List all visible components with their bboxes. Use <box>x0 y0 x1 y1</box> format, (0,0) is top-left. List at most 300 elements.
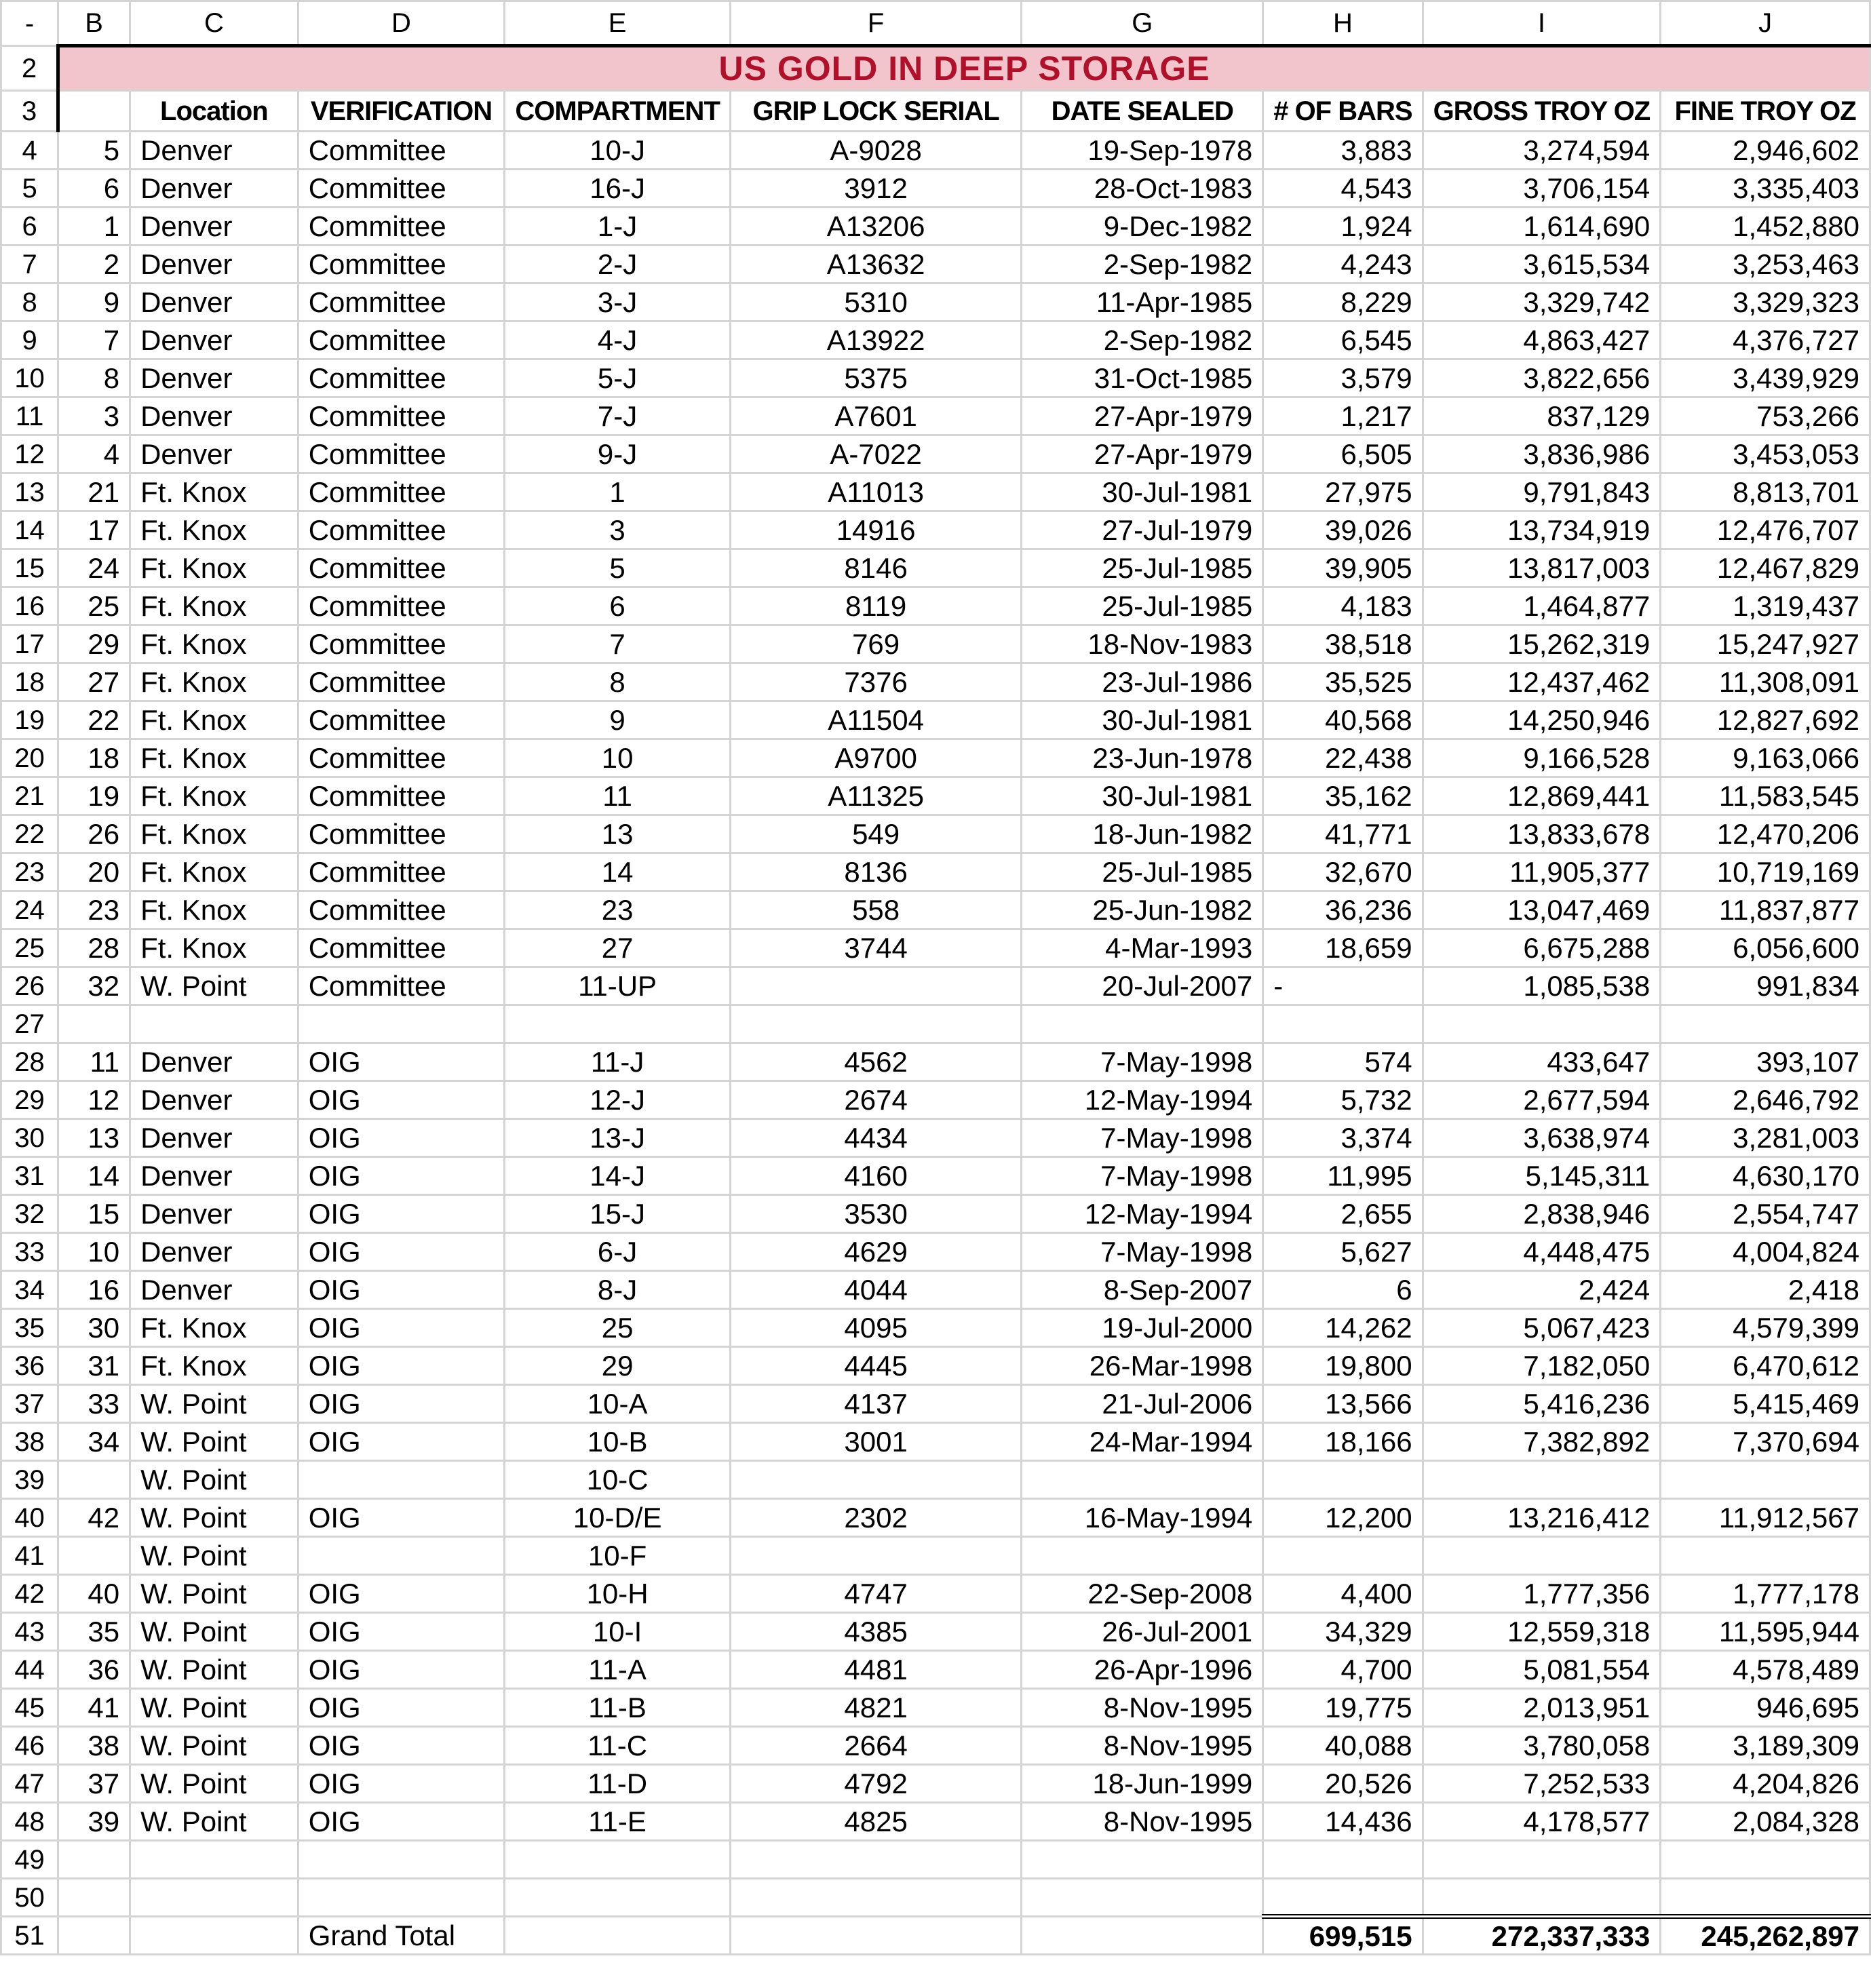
cell-index[interactable]: 6 <box>58 170 130 208</box>
cell-location[interactable]: Denver <box>130 1195 298 1233</box>
cell-verification[interactable]: Committee <box>298 663 505 701</box>
cell-bars[interactable]: 4,700 <box>1263 1651 1423 1689</box>
cell-fine-oz[interactable]: 6,056,600 <box>1661 929 1870 967</box>
cell-date-sealed[interactable]: 18-Jun-1982 <box>1022 815 1263 853</box>
cell-bars[interactable]: 19,800 <box>1263 1347 1423 1385</box>
cell-gross-oz[interactable]: 14,250,946 <box>1423 701 1661 739</box>
cell-verification[interactable]: OIG <box>298 1727 505 1765</box>
cell-gross-oz[interactable]: 3,780,058 <box>1423 1727 1661 1765</box>
row-header[interactable]: 20 <box>1 739 58 777</box>
cell-location[interactable]: Ft. Knox <box>130 587 298 625</box>
cell-compartment[interactable]: 3 <box>505 511 731 549</box>
cell-location[interactable]: Ft. Knox <box>130 473 298 511</box>
cell-bars[interactable]: 22,438 <box>1263 739 1423 777</box>
cell-grip-lock-serial[interactable]: 14916 <box>730 511 1021 549</box>
cell-compartment[interactable]: 8-J <box>505 1271 731 1309</box>
cell-fine-oz[interactable]: 2,554,747 <box>1661 1195 1870 1233</box>
cell-date-sealed[interactable]: 22-Sep-2008 <box>1022 1575 1263 1613</box>
cell-grip-lock-serial[interactable]: 7376 <box>730 663 1021 701</box>
cell-date-sealed[interactable]: 30-Jul-1981 <box>1022 473 1263 511</box>
total-bars[interactable]: 699,515 <box>1263 1917 1423 1955</box>
cell-verification[interactable]: Committee <box>298 853 505 891</box>
row-header[interactable]: 18 <box>1 663 58 701</box>
cell-date-sealed[interactable]: 2-Sep-1982 <box>1022 246 1263 284</box>
cell-bars[interactable]: - <box>1263 967 1423 1005</box>
cell-bars[interactable]: 6,545 <box>1263 321 1423 359</box>
cell-grip-lock-serial[interactable]: 4385 <box>730 1613 1021 1651</box>
cell-bars[interactable]: 8,229 <box>1263 284 1423 321</box>
cell-location[interactable]: W. Point <box>130 1575 298 1613</box>
cell-bars[interactable]: 14,436 <box>1263 1803 1423 1841</box>
cell-gross-oz[interactable]: 13,047,469 <box>1423 891 1661 929</box>
cell-gross-oz[interactable]: 7,182,050 <box>1423 1347 1661 1385</box>
cell-date-sealed[interactable]: 20-Jul-2007 <box>1022 967 1263 1005</box>
cell-index[interactable] <box>58 1461 130 1499</box>
cell-compartment[interactable]: 1 <box>505 473 731 511</box>
cell-index[interactable]: 36 <box>58 1651 130 1689</box>
cell-location[interactable]: W. Point <box>130 1765 298 1803</box>
cell-compartment[interactable]: 13-J <box>505 1119 731 1157</box>
cell-index[interactable]: 10 <box>58 1233 130 1271</box>
cell-compartment[interactable]: 11 <box>505 777 731 815</box>
cell-grip-lock-serial[interactable]: 5375 <box>730 359 1021 397</box>
cell-bars[interactable]: 18,659 <box>1263 929 1423 967</box>
cell-fine-oz[interactable]: 1,452,880 <box>1661 208 1870 246</box>
row-header[interactable]: 34 <box>1 1271 58 1309</box>
cell-verification[interactable] <box>298 1841 505 1879</box>
cell-index[interactable]: 20 <box>58 853 130 891</box>
cell-grip-lock-serial[interactable]: 4160 <box>730 1157 1021 1195</box>
cell-verification[interactable]: Committee <box>298 435 505 473</box>
row-header[interactable]: 46 <box>1 1727 58 1765</box>
cell-location[interactable] <box>130 1879 298 1917</box>
row-header[interactable]: 36 <box>1 1347 58 1385</box>
cell-fine-oz[interactable]: 2,946,602 <box>1661 132 1870 170</box>
cell-gross-oz[interactable]: 7,382,892 <box>1423 1423 1661 1461</box>
row-header[interactable]: 37 <box>1 1385 58 1423</box>
cell-bars[interactable] <box>1263 1005 1423 1043</box>
row-header[interactable]: 30 <box>1 1119 58 1157</box>
cell-index[interactable]: 9 <box>58 284 130 321</box>
cell-fine-oz[interactable]: 2,646,792 <box>1661 1081 1870 1119</box>
cell-location[interactable]: W. Point <box>130 1537 298 1575</box>
cell-grip-lock-serial[interactable] <box>730 1461 1021 1499</box>
cell-date-sealed[interactable]: 7-May-1998 <box>1022 1043 1263 1081</box>
cell-compartment[interactable]: 8 <box>505 663 731 701</box>
header-gross-troy-oz[interactable]: GROSS TROY OZ <box>1423 91 1661 132</box>
cell-date-sealed[interactable]: 7-May-1998 <box>1022 1119 1263 1157</box>
cell-grip-lock-serial[interactable]: 4445 <box>730 1347 1021 1385</box>
cell-location[interactable]: Denver <box>130 1119 298 1157</box>
column-header-c[interactable]: C <box>130 1 298 46</box>
cell-grip-lock-serial[interactable]: 4044 <box>730 1271 1021 1309</box>
cell-grip-lock-serial[interactable]: 4095 <box>730 1309 1021 1347</box>
cell-gross-oz[interactable]: 1,085,538 <box>1423 967 1661 1005</box>
cell-compartment[interactable]: 10-H <box>505 1575 731 1613</box>
cell-grip-lock-serial[interactable]: A11013 <box>730 473 1021 511</box>
row-header[interactable]: 6 <box>1 208 58 246</box>
row-header[interactable]: 47 <box>1 1765 58 1803</box>
cell-location[interactable]: Denver <box>130 132 298 170</box>
cell-compartment[interactable] <box>505 1879 731 1917</box>
cell-index[interactable] <box>58 1917 130 1955</box>
cell-bars[interactable]: 574 <box>1263 1043 1423 1081</box>
cell-verification[interactable]: Committee <box>298 739 505 777</box>
cell-grip-lock-serial[interactable]: 2302 <box>730 1499 1021 1537</box>
cell-fine-oz[interactable]: 4,630,170 <box>1661 1157 1870 1195</box>
cell-location[interactable]: W. Point <box>130 1727 298 1765</box>
cell-gross-oz[interactable] <box>1423 1879 1661 1917</box>
cell-index[interactable]: 30 <box>58 1309 130 1347</box>
cell-location[interactable]: Denver <box>130 1233 298 1271</box>
cell-bars[interactable]: 40,568 <box>1263 701 1423 739</box>
cell-fine-oz[interactable]: 12,470,206 <box>1661 815 1870 853</box>
header-compartment[interactable]: COMPARTMENT <box>505 91 731 132</box>
cell-gross-oz[interactable]: 5,067,423 <box>1423 1309 1661 1347</box>
cell-compartment[interactable] <box>505 1005 731 1043</box>
row-header[interactable]: 3 <box>1 91 58 132</box>
cell-verification[interactable]: OIG <box>298 1119 505 1157</box>
header-index[interactable] <box>58 91 130 132</box>
cell-fine-oz[interactable]: 4,579,399 <box>1661 1309 1870 1347</box>
cell-gross-oz[interactable]: 4,863,427 <box>1423 321 1661 359</box>
cell-compartment[interactable]: 10-D/E <box>505 1499 731 1537</box>
cell-grip-lock-serial[interactable]: 4137 <box>730 1385 1021 1423</box>
cell-compartment[interactable]: 1-J <box>505 208 731 246</box>
cell-verification[interactable] <box>298 1461 505 1499</box>
cell-fine-oz[interactable]: 1,777,178 <box>1661 1575 1870 1613</box>
cell-grip-lock-serial[interactable]: 4481 <box>730 1651 1021 1689</box>
column-header-h[interactable]: H <box>1263 1 1423 46</box>
cell-bars[interactable]: 4,543 <box>1263 170 1423 208</box>
cell-location[interactable]: Ft. Knox <box>130 701 298 739</box>
cell-verification[interactable]: Committee <box>298 170 505 208</box>
cell-date-sealed[interactable]: 9-Dec-1982 <box>1022 208 1263 246</box>
cell-grip-lock-serial[interactable]: 8146 <box>730 549 1021 587</box>
cell-date-sealed[interactable]: 27-Apr-1979 <box>1022 435 1263 473</box>
cell-date-sealed[interactable]: 26-Apr-1996 <box>1022 1651 1263 1689</box>
cell-bars[interactable]: 35,162 <box>1263 777 1423 815</box>
cell-index[interactable]: 24 <box>58 549 130 587</box>
row-header[interactable]: 29 <box>1 1081 58 1119</box>
cell-gross-oz[interactable] <box>1423 1461 1661 1499</box>
cell-index[interactable]: 41 <box>58 1689 130 1727</box>
cell-date-sealed[interactable]: 18-Jun-1999 <box>1022 1765 1263 1803</box>
cell-grip-lock-serial[interactable]: 2674 <box>730 1081 1021 1119</box>
cell-compartment[interactable]: 10-J <box>505 132 731 170</box>
cell-gross-oz[interactable]: 15,262,319 <box>1423 625 1661 663</box>
cell-bars[interactable]: 3,579 <box>1263 359 1423 397</box>
cell-fine-oz[interactable] <box>1661 1461 1870 1499</box>
cell-location[interactable] <box>130 1841 298 1879</box>
cell-date-sealed[interactable]: 18-Nov-1983 <box>1022 625 1263 663</box>
cell-gross-oz[interactable]: 12,559,318 <box>1423 1613 1661 1651</box>
cell-index[interactable]: 34 <box>58 1423 130 1461</box>
cell-date-sealed[interactable]: 25-Jul-1985 <box>1022 549 1263 587</box>
cell-verification[interactable]: OIG <box>298 1651 505 1689</box>
row-header[interactable]: 15 <box>1 549 58 587</box>
header-fine-troy-oz[interactable]: FINE TROY OZ <box>1661 91 1870 132</box>
cell-verification[interactable]: OIG <box>298 1157 505 1195</box>
cell-compartment[interactable]: 11-B <box>505 1689 731 1727</box>
cell-gross-oz[interactable]: 2,838,946 <box>1423 1195 1661 1233</box>
cell-verification[interactable]: OIG <box>298 1423 505 1461</box>
cell-grip-lock-serial[interactable]: 4747 <box>730 1575 1021 1613</box>
cell-grip-lock-serial[interactable]: 4629 <box>730 1233 1021 1271</box>
row-header[interactable]: 42 <box>1 1575 58 1613</box>
cell-date-sealed[interactable]: 19-Sep-1978 <box>1022 132 1263 170</box>
cell-verification[interactable]: Committee <box>298 929 505 967</box>
cell-compartment[interactable]: 7 <box>505 625 731 663</box>
row-header[interactable]: 33 <box>1 1233 58 1271</box>
cell-gross-oz[interactable]: 3,822,656 <box>1423 359 1661 397</box>
cell-location[interactable]: Ft. Knox <box>130 891 298 929</box>
cell-location[interactable]: Denver <box>130 284 298 321</box>
cell-fine-oz[interactable]: 3,189,309 <box>1661 1727 1870 1765</box>
cell-bars[interactable]: 13,566 <box>1263 1385 1423 1423</box>
cell-fine-oz[interactable]: 3,439,929 <box>1661 359 1870 397</box>
cell-verification[interactable]: Committee <box>298 549 505 587</box>
cell-verification[interactable]: Committee <box>298 625 505 663</box>
cell-location[interactable]: Denver <box>130 397 298 435</box>
row-header[interactable]: 51 <box>1 1917 58 1955</box>
cell-date-sealed[interactable]: 30-Jul-1981 <box>1022 701 1263 739</box>
cell-compartment[interactable]: 11-UP <box>505 967 731 1005</box>
cell-grip-lock-serial[interactable] <box>730 1917 1021 1955</box>
cell-compartment[interactable]: 12-J <box>505 1081 731 1119</box>
cell-index[interactable]: 5 <box>58 132 130 170</box>
cell-index[interactable]: 23 <box>58 891 130 929</box>
cell-compartment[interactable] <box>505 1841 731 1879</box>
cell-fine-oz[interactable]: 3,329,323 <box>1661 284 1870 321</box>
cell-grip-lock-serial[interactable]: 3001 <box>730 1423 1021 1461</box>
cell-fine-oz[interactable]: 11,912,567 <box>1661 1499 1870 1537</box>
cell-verification[interactable]: OIG <box>298 1195 505 1233</box>
cell-index[interactable]: 8 <box>58 359 130 397</box>
cell-compartment[interactable]: 23 <box>505 891 731 929</box>
cell-gross-oz[interactable]: 13,216,412 <box>1423 1499 1661 1537</box>
cell-gross-oz[interactable]: 3,638,974 <box>1423 1119 1661 1157</box>
cell-location[interactable]: Denver <box>130 246 298 284</box>
cell-bars[interactable]: 39,026 <box>1263 511 1423 549</box>
cell-verification[interactable]: Committee <box>298 967 505 1005</box>
cell-grip-lock-serial[interactable]: A-7022 <box>730 435 1021 473</box>
cell-verification[interactable]: Committee <box>298 511 505 549</box>
row-header[interactable]: 17 <box>1 625 58 663</box>
cell-fine-oz[interactable]: 753,266 <box>1661 397 1870 435</box>
cell-index[interactable]: 35 <box>58 1613 130 1651</box>
cell-index[interactable]: 2 <box>58 246 130 284</box>
cell-index[interactable]: 28 <box>58 929 130 967</box>
cell-grip-lock-serial[interactable]: A7601 <box>730 397 1021 435</box>
cell-date-sealed[interactable]: 27-Apr-1979 <box>1022 397 1263 435</box>
cell-bars[interactable]: 4,183 <box>1263 587 1423 625</box>
header-date-sealed[interactable]: DATE SEALED <box>1022 91 1263 132</box>
cell-location[interactable]: Denver <box>130 170 298 208</box>
cell-compartment[interactable]: 2-J <box>505 246 731 284</box>
cell-verification[interactable]: OIG <box>298 1233 505 1271</box>
cell-date-sealed[interactable]: 31-Oct-1985 <box>1022 359 1263 397</box>
cell-date-sealed[interactable] <box>1022 1461 1263 1499</box>
cell-gross-oz[interactable]: 3,329,742 <box>1423 284 1661 321</box>
cell-fine-oz[interactable]: 393,107 <box>1661 1043 1870 1081</box>
cell-verification[interactable]: Committee <box>298 815 505 853</box>
row-header[interactable]: 23 <box>1 853 58 891</box>
cell-location[interactable]: Denver <box>130 1157 298 1195</box>
cell-index[interactable]: 18 <box>58 739 130 777</box>
cell-verification[interactable]: OIG <box>298 1081 505 1119</box>
cell-gross-oz[interactable]: 837,129 <box>1423 397 1661 435</box>
cell-index[interactable]: 38 <box>58 1727 130 1765</box>
cell-grip-lock-serial[interactable]: A11325 <box>730 777 1021 815</box>
cell-date-sealed[interactable]: 23-Jul-1986 <box>1022 663 1263 701</box>
cell-bars[interactable]: 4,400 <box>1263 1575 1423 1613</box>
cell-date-sealed[interactable]: 12-May-1994 <box>1022 1195 1263 1233</box>
row-header[interactable]: 24 <box>1 891 58 929</box>
row-header[interactable]: 8 <box>1 284 58 321</box>
cell-fine-oz[interactable]: 6,470,612 <box>1661 1347 1870 1385</box>
row-header[interactable]: 7 <box>1 246 58 284</box>
cell-fine-oz[interactable]: 11,595,944 <box>1661 1613 1870 1651</box>
cell-location[interactable]: W. Point <box>130 1651 298 1689</box>
cell-verification[interactable]: Committee <box>298 701 505 739</box>
cell-gross-oz[interactable]: 2,013,951 <box>1423 1689 1661 1727</box>
cell-bars[interactable]: 34,329 <box>1263 1613 1423 1651</box>
cell-verification[interactable]: Committee <box>298 397 505 435</box>
cell-verification[interactable]: Committee <box>298 246 505 284</box>
cell-compartment[interactable]: 11-C <box>505 1727 731 1765</box>
cell-location[interactable]: W. Point <box>130 1689 298 1727</box>
cell-index[interactable]: 22 <box>58 701 130 739</box>
row-header[interactable]: 35 <box>1 1309 58 1347</box>
cell-gross-oz[interactable]: 6,675,288 <box>1423 929 1661 967</box>
row-header[interactable]: 11 <box>1 397 58 435</box>
cell-fine-oz[interactable]: 9,163,066 <box>1661 739 1870 777</box>
cell-fine-oz[interactable]: 3,335,403 <box>1661 170 1870 208</box>
cell-grip-lock-serial[interactable]: A13206 <box>730 208 1021 246</box>
row-header[interactable]: 49 <box>1 1841 58 1879</box>
cell-fine-oz[interactable]: 10,719,169 <box>1661 853 1870 891</box>
cell-fine-oz[interactable]: 1,319,437 <box>1661 587 1870 625</box>
cell-fine-oz[interactable]: 3,281,003 <box>1661 1119 1870 1157</box>
cell-gross-oz[interactable]: 12,437,462 <box>1423 663 1661 701</box>
cell-gross-oz[interactable]: 3,274,594 <box>1423 132 1661 170</box>
cell-bars[interactable]: 20,526 <box>1263 1765 1423 1803</box>
cell-date-sealed[interactable]: 16-May-1994 <box>1022 1499 1263 1537</box>
header-location[interactable]: Location <box>130 91 298 132</box>
cell-location[interactable]: W. Point <box>130 1423 298 1461</box>
cell-fine-oz[interactable] <box>1661 1537 1870 1575</box>
cell-location[interactable]: Ft. Knox <box>130 663 298 701</box>
cell-index[interactable]: 11 <box>58 1043 130 1081</box>
cell-location[interactable]: W. Point <box>130 967 298 1005</box>
cell-compartment[interactable]: 9 <box>505 701 731 739</box>
cell-compartment[interactable]: 6 <box>505 587 731 625</box>
cell-gross-oz[interactable]: 2,424 <box>1423 1271 1661 1309</box>
row-header[interactable]: 16 <box>1 587 58 625</box>
cell-gross-oz[interactable]: 13,833,678 <box>1423 815 1661 853</box>
cell-location[interactable]: Denver <box>130 1271 298 1309</box>
header-grip-lock-serial[interactable]: GRIP LOCK SERIAL <box>730 91 1021 132</box>
cell-verification[interactable]: OIG <box>298 1043 505 1081</box>
row-header[interactable]: 43 <box>1 1613 58 1651</box>
cell-date-sealed[interactable]: 25-Jun-1982 <box>1022 891 1263 929</box>
cell-gross-oz[interactable]: 3,836,986 <box>1423 435 1661 473</box>
cell-location[interactable]: W. Point <box>130 1499 298 1537</box>
cell-index[interactable]: 32 <box>58 967 130 1005</box>
cell-location[interactable]: Ft. Knox <box>130 815 298 853</box>
cell-grip-lock-serial[interactable] <box>730 1537 1021 1575</box>
cell-index[interactable]: 29 <box>58 625 130 663</box>
row-header[interactable]: 26 <box>1 967 58 1005</box>
row-header[interactable]: 38 <box>1 1423 58 1461</box>
cell-index[interactable]: 12 <box>58 1081 130 1119</box>
cell-fine-oz[interactable]: 15,247,927 <box>1661 625 1870 663</box>
cell-fine-oz[interactable]: 8,813,701 <box>1661 473 1870 511</box>
cell-bars[interactable]: 14,262 <box>1263 1309 1423 1347</box>
cell-compartment[interactable]: 11-E <box>505 1803 731 1841</box>
cell-date-sealed[interactable]: 26-Jul-2001 <box>1022 1613 1263 1651</box>
cell-location[interactable]: Denver <box>130 359 298 397</box>
cell-date-sealed[interactable] <box>1022 1005 1263 1043</box>
cell-fine-oz[interactable]: 12,476,707 <box>1661 511 1870 549</box>
cell-date-sealed[interactable] <box>1022 1879 1263 1917</box>
cell-gross-oz[interactable]: 1,777,356 <box>1423 1575 1661 1613</box>
cell-grip-lock-serial[interactable]: 4792 <box>730 1765 1021 1803</box>
cell-date-sealed[interactable]: 30-Jul-1981 <box>1022 777 1263 815</box>
cell-fine-oz[interactable]: 3,453,053 <box>1661 435 1870 473</box>
cell-fine-oz[interactable]: 11,583,545 <box>1661 777 1870 815</box>
cell-index[interactable]: 4 <box>58 435 130 473</box>
cell-grip-lock-serial[interactable]: 3744 <box>730 929 1021 967</box>
cell-verification[interactable]: Committee <box>298 284 505 321</box>
cell-grip-lock-serial[interactable]: A9700 <box>730 739 1021 777</box>
cell-compartment[interactable]: 10-C <box>505 1461 731 1499</box>
row-header[interactable]: 32 <box>1 1195 58 1233</box>
row-header[interactable]: 50 <box>1 1879 58 1917</box>
cell-compartment[interactable]: 13 <box>505 815 731 853</box>
row-header[interactable]: 40 <box>1 1499 58 1537</box>
cell-location[interactable]: Ft. Knox <box>130 625 298 663</box>
cell-fine-oz[interactable]: 946,695 <box>1661 1689 1870 1727</box>
cell-date-sealed[interactable]: 8-Nov-1995 <box>1022 1803 1263 1841</box>
cell-location[interactable]: Denver <box>130 208 298 246</box>
cell-compartment[interactable]: 3-J <box>505 284 731 321</box>
cell-compartment[interactable]: 29 <box>505 1347 731 1385</box>
cell-compartment[interactable]: 11-J <box>505 1043 731 1081</box>
cell-date-sealed[interactable] <box>1022 1917 1263 1955</box>
sheet-title[interactable]: US GOLD IN DEEP STORAGE <box>58 46 1870 91</box>
cell-compartment[interactable]: 11-D <box>505 1765 731 1803</box>
cell-bars[interactable]: 32,670 <box>1263 853 1423 891</box>
cell-index[interactable]: 21 <box>58 473 130 511</box>
cell-date-sealed[interactable]: 26-Mar-1998 <box>1022 1347 1263 1385</box>
cell-verification[interactable]: OIG <box>298 1613 505 1651</box>
row-header[interactable]: 12 <box>1 435 58 473</box>
cell-compartment[interactable]: 9-J <box>505 435 731 473</box>
cell-location[interactable]: Denver <box>130 435 298 473</box>
cell-grip-lock-serial[interactable]: A-9028 <box>730 132 1021 170</box>
cell-verification[interactable]: Committee <box>298 587 505 625</box>
cell-date-sealed[interactable]: 8-Nov-1995 <box>1022 1689 1263 1727</box>
cell-gross-oz[interactable]: 13,734,919 <box>1423 511 1661 549</box>
cell-bars[interactable]: 36,236 <box>1263 891 1423 929</box>
cell-fine-oz[interactable]: 4,004,824 <box>1661 1233 1870 1271</box>
cell-verification[interactable]: OIG <box>298 1689 505 1727</box>
cell-location[interactable]: Ft. Knox <box>130 549 298 587</box>
cell-grip-lock-serial[interactable] <box>730 967 1021 1005</box>
cell-location[interactable]: Denver <box>130 321 298 359</box>
